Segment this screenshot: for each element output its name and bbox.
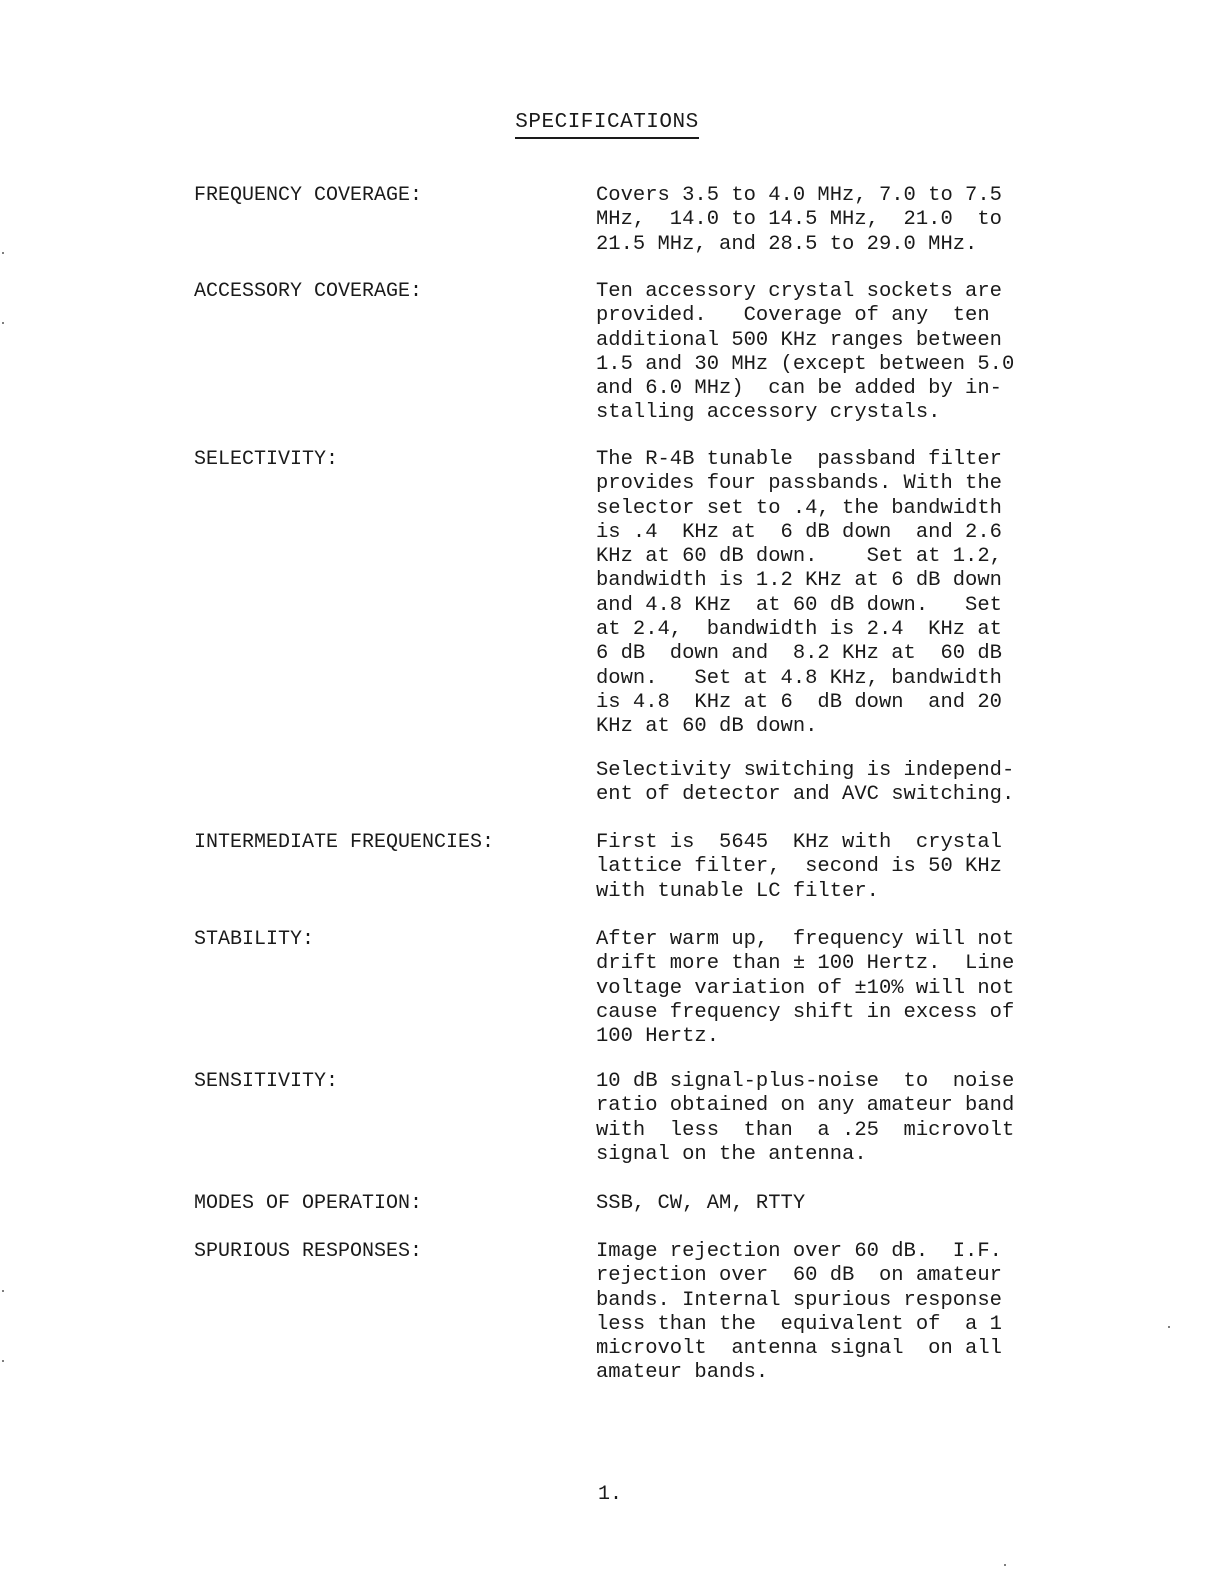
spec-line: MHz, 14.0 to 14.5 MHz, 21.0 to xyxy=(596,208,1002,232)
page-number: 1. xyxy=(598,1483,623,1506)
spec-line: selector set to .4, the bandwidth xyxy=(596,496,1002,520)
spec-line: lattice filter, second is 50 KHz xyxy=(596,855,1002,879)
spec-line: amateur bands. xyxy=(596,1361,769,1385)
spec-line: 6 dB down and 8.2 KHz at 60 dB xyxy=(596,642,1002,666)
spec-line: ent of detector and AVC switching. xyxy=(596,783,1015,807)
spec-line: Image rejection over 60 dB. I.F. xyxy=(596,1240,1002,1263)
spec-description xyxy=(596,280,1096,426)
scan-speck xyxy=(2,1290,4,1292)
spec-label: INTERMEDIATE FREQUENCIES: xyxy=(194,831,495,854)
spec-line: less than the equivalent of a 1 xyxy=(596,1312,1002,1336)
spec-line: cause frequency shift in excess of xyxy=(596,1000,1015,1024)
spec-line: rejection over 60 dB on amateur xyxy=(596,1264,1002,1288)
spec-line: is 4.8 KHz at 6 dB down and 20 xyxy=(596,690,1002,714)
spec-description xyxy=(596,1070,1096,1167)
spec-line: and 6.0 MHz) can be added by in- xyxy=(596,377,1002,401)
spec-line: The R-4B tunable passband filter xyxy=(596,448,1002,471)
spec-line: provides four passbands. With the xyxy=(596,472,1002,496)
spec-line: signal on the antenna. xyxy=(596,1142,867,1166)
spec-line: bands. Internal spurious response xyxy=(596,1288,1002,1312)
spec-description xyxy=(596,184,1096,257)
spec-line: KHz at 60 dB down. Set at 1.2, xyxy=(596,545,1002,569)
spec-label: SELECTIVITY: xyxy=(194,448,339,471)
scan-speck xyxy=(2,322,4,324)
spec-label: STABILITY: xyxy=(194,928,315,951)
spec-line: Covers 3.5 to 4.0 MHz, 7.0 to 7.5 xyxy=(596,184,1002,207)
spec-line: 1.5 and 30 MHz (except between 5.0 xyxy=(596,352,1015,376)
scan-speck xyxy=(1004,1564,1006,1566)
spec-line: with less than a .25 microvolt xyxy=(596,1118,1015,1142)
spec-label: SPURIOUS RESPONSES: xyxy=(194,1240,423,1263)
spec-description xyxy=(596,928,1096,1049)
spec-description xyxy=(596,759,1096,808)
page-title xyxy=(0,111,1214,134)
spec-line: ratio obtained on any amateur band xyxy=(596,1094,1015,1118)
spec-label: MODES OF OPERATION: xyxy=(194,1192,423,1215)
spec-line: 10 dB signal-plus-noise to noise xyxy=(596,1070,1015,1093)
spec-line: and 4.8 KHz at 60 dB down. Set xyxy=(596,593,1002,617)
spec-line: microvolt antenna signal on all xyxy=(596,1337,1002,1361)
page-title-text: SPECIFICATIONS xyxy=(515,111,698,139)
spec-line: Selectivity switching is independ- xyxy=(596,759,1015,782)
scan-speck xyxy=(2,252,4,254)
spec-line: Ten accessory crystal sockets are xyxy=(596,280,1002,303)
spec-description xyxy=(596,831,1096,904)
spec-line: down. Set at 4.8 KHz, bandwidth xyxy=(596,666,1002,690)
spec-line: 21.5 MHz, and 28.5 to 29.0 MHz. xyxy=(596,232,978,256)
spec-line: bandwidth is 1.2 KHz at 6 dB down xyxy=(596,569,1002,593)
scan-speck xyxy=(2,1360,4,1362)
spec-line: stalling accessory crystals. xyxy=(596,401,941,425)
spec-line: SSB, CW, AM, RTTY xyxy=(596,1192,806,1215)
spec-line: at 2.4, bandwidth is 2.4 KHz at xyxy=(596,618,1002,642)
spec-line: provided. Coverage of any ten xyxy=(596,304,990,328)
spec-description xyxy=(596,448,1096,740)
spec-label: FREQUENCY COVERAGE: xyxy=(194,184,423,207)
spec-description xyxy=(596,1240,1096,1386)
spec-label: ACCESSORY COVERAGE: xyxy=(194,280,423,303)
spec-line: 100 Hertz. xyxy=(596,1025,720,1049)
scan-speck xyxy=(1168,1326,1170,1328)
spec-line: First is 5645 KHz with crystal xyxy=(596,831,1002,854)
spec-line: drift more than ± 100 Hertz. Line xyxy=(596,952,1015,976)
spec-line: voltage variation of ±10% will not xyxy=(596,976,1015,1000)
spec-line: After warm up, frequency will not xyxy=(596,928,1015,951)
spec-line: is .4 KHz at 6 dB down and 2.6 xyxy=(596,520,1002,544)
spec-line: additional 500 KHz ranges between xyxy=(596,328,1002,352)
spec-description xyxy=(596,1192,1096,1216)
spec-line: with tunable LC filter. xyxy=(596,879,879,903)
spec-line: KHz at 60 dB down. xyxy=(596,715,818,739)
spec-label: SENSITIVITY: xyxy=(194,1070,339,1093)
